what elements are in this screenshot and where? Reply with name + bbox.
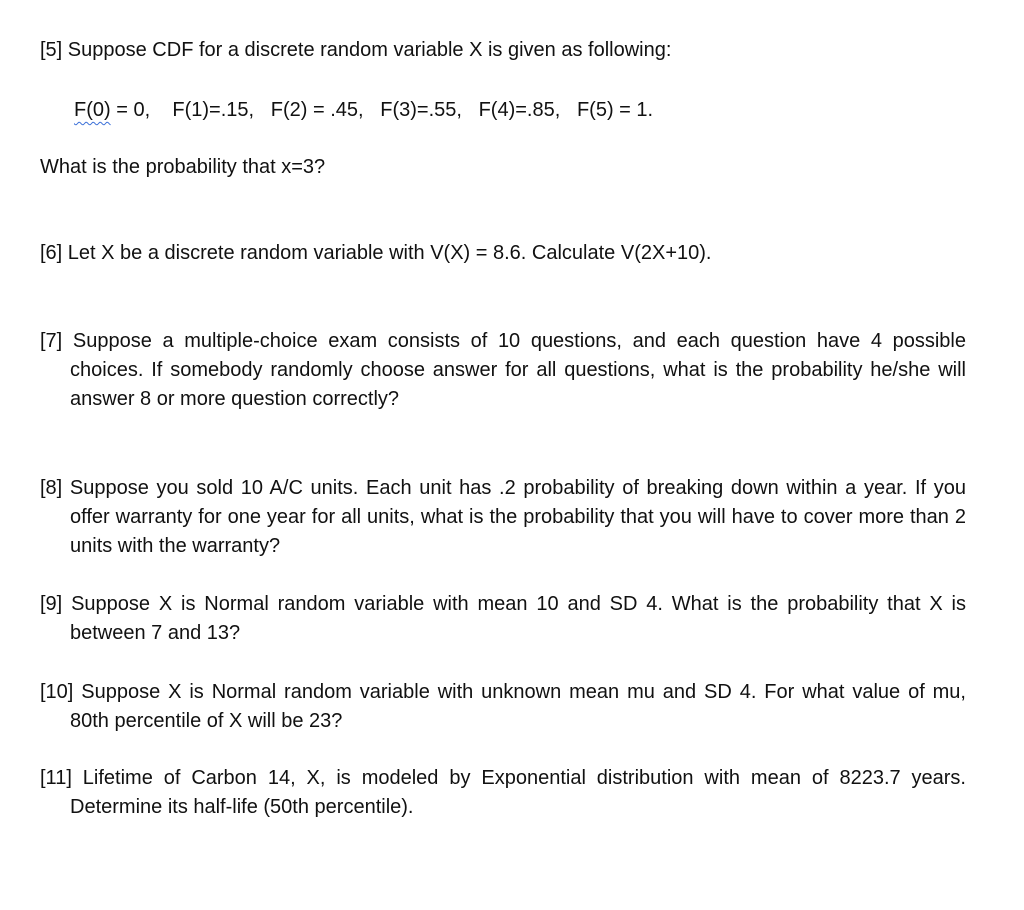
- question-7: [7] Suppose a multiple-choice exam consists of 10 questions, and each question have 4 possible choices. If somebody randomly choose answer for all questions, what is the probability he/she will answer 8 or more question correctly?: [40, 330, 966, 410]
- question-5-question: What is the probability that x=3?: [40, 156, 326, 178]
- question-5-prompt: [5] Suppose CDF for a discrete random variable X is given as following:: [40, 39, 672, 61]
- question-10: [10] Suppose X is Normal random variable with unknown mean mu and SD 4. For what value of mu, 80th percentile of X will be 23?: [40, 681, 966, 732]
- question-6: [6] Let X be a discrete random variable with V(X) = 8.6. Calculate V(2X+10).: [40, 242, 712, 264]
- question-5-cdf-values: [74, 96, 653, 125]
- question-5-cdf-rest: = 0, F(1)=.15, F(2) = .45, F(3)=.55, F(4)=.85, F(5) = 1.: [110, 99, 654, 121]
- question-11: [11] Lifetime of Carbon 14, X, is modeled by Exponential distribution with mean of 8223.7 years. Determine its half-life (50th percentile).: [40, 767, 966, 818]
- spellcheck-underline-f0: F(0): [74, 99, 111, 121]
- question-9: [9] Suppose X is Normal random variable with mean 10 and SD 4. What is the probability that X is between 7 and 13?: [40, 593, 966, 644]
- question-8: [8] Suppose you sold 10 A/C units. Each unit has .2 probability of breaking down within a year. If you offer warranty for one year for all units, what is the probability that you will have to cover more than 2 units with the warranty?: [40, 477, 966, 557]
